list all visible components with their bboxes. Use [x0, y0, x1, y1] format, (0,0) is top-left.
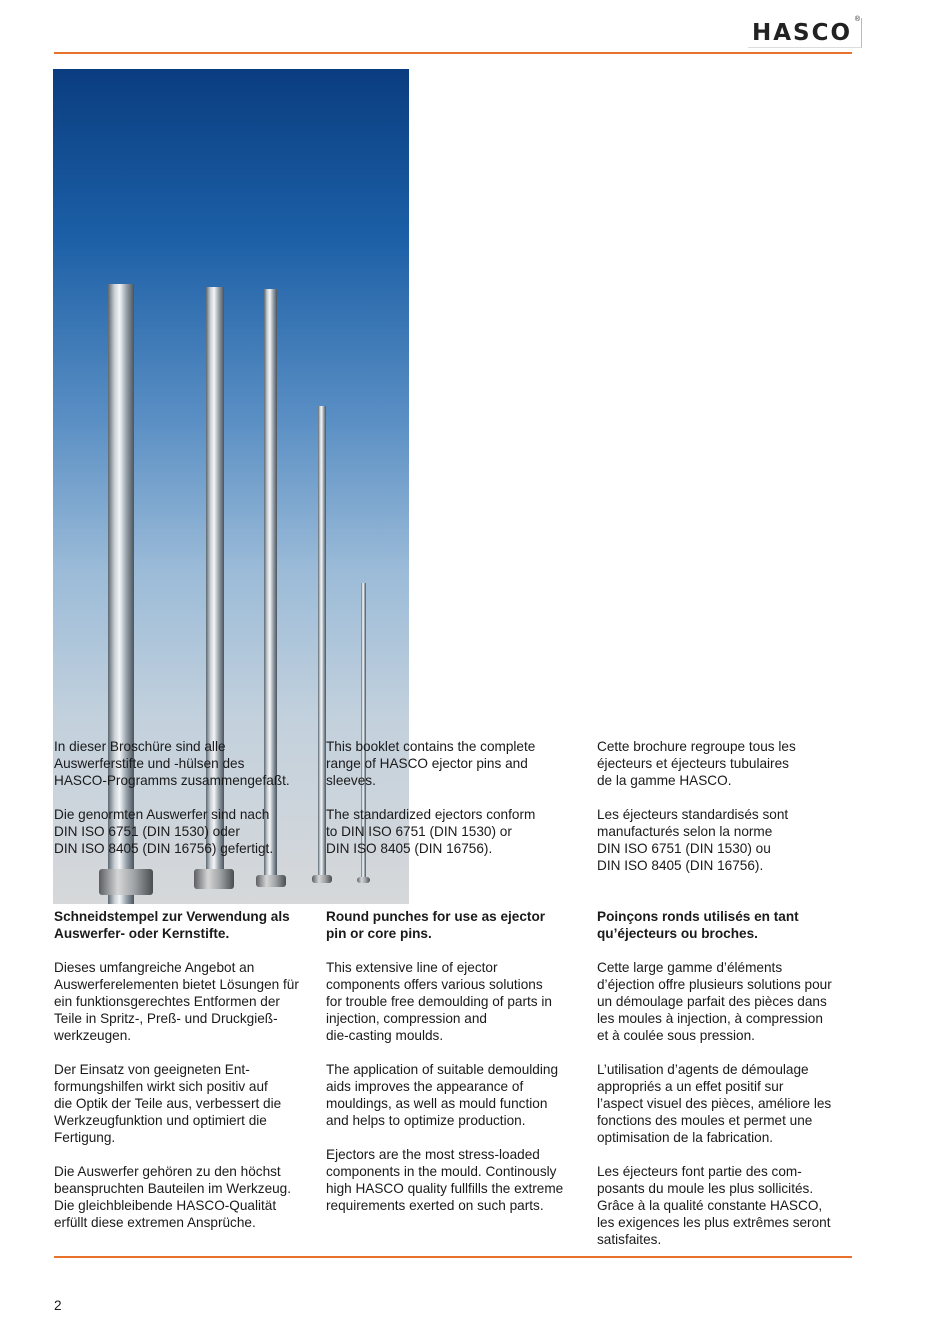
body-paragraph: Die Auswerfer gehören zu den höchst beanspruchten Bauteilen im Werkzeug. Die gleichbleibende HASCO-Qualität erfüllt diese extremen Ansprüche. — [54, 1164, 292, 1230]
page-number: 2 — [54, 1298, 62, 1313]
intro-french — [597, 738, 855, 891]
section-heading: Poinçons ronds utilisés en tant qu’éjecteurs ou broches. — [597, 909, 799, 941]
section-heading: Schneidstempel zur Verwendung als Auswerfer- oder Kernstifte. — [54, 909, 290, 941]
body-paragraph: The application of suitable demoulding aids improves the appearance of mouldings, as well as mould function and helps to optimize production. — [326, 1062, 559, 1128]
logo-text: HASCO — [752, 20, 853, 46]
intro-paragraph: Cette brochure regroupe tous les éjecteurs et éjecteurs tubulaires de la gamme HASCO. — [597, 739, 796, 788]
body-paragraph: Der Einsatz von geeigneten Ent- formungshilfen wirkt sich positiv auf die Optik der Teile aus, verbessert die Werkzeugfunktion und optimiert die Fertigung. — [54, 1062, 282, 1145]
header-rule — [54, 52, 852, 54]
main-french — [597, 908, 855, 1265]
hasco-logo — [748, 18, 864, 50]
intro-german — [54, 738, 312, 874]
body-paragraph: Cette large gamme d’éléments d’éjection offre plusieurs solutions pour un démoulage parfait des pièces dans les moules à injection, à compression et à coulée sous pression. — [597, 960, 832, 1043]
section-heading: Round punches for use as ejector pin or core pins. — [326, 909, 546, 941]
body-paragraph: This extensive line of ejector components offers various solutions for trouble free demoulding of parts in injection, compression and die-casting moulds. — [326, 960, 552, 1043]
footer-rule — [54, 1256, 852, 1258]
main-english — [326, 908, 584, 1231]
body-paragraph: Dieses umfangreiche Angebot an Auswerferelementen bietet Lösungen für ein funktionsgerechtes Entformen der Teile in Spritz-, Preß- und Druckgieß- werkzeugen. — [54, 960, 299, 1043]
intro-paragraph: In dieser Broschüre sind alle Auswerferstifte und -hülsen des HASCO-Programms zusammengefaßt. — [54, 739, 290, 788]
registered-mark: ® — [854, 16, 860, 23]
main-german — [54, 908, 312, 1248]
intro-paragraph: The standardized ejectors conform to DIN ISO 6751 (DIN 1530) or DIN ISO 8405 (DIN 16756). — [326, 807, 536, 856]
intro-paragraph: Die genormten Auswerfer sind nach DIN ISO 6751 (DIN 1530) oder DIN ISO 8405 (DIN 16756) gefertigt. — [54, 807, 274, 856]
intro-paragraph: Les éjecteurs standardisés sont manufacturés selon la norme DIN ISO 6751 (DIN 1530) ou DIN ISO 8405 (DIN 16756). — [597, 807, 789, 873]
body-paragraph: Ejectors are the most stress-loaded components in the mould. Continously high HASCO quality fullfills the extreme requirements exerted on such parts. — [326, 1147, 564, 1213]
intro-paragraph: This booklet contains the complete range of HASCO ejector pins and sleeves. — [326, 739, 536, 788]
body-paragraph: L’utilisation d’agents de démoulage appropriés a un effet positif sur l’aspect visuel des pièces, améliore les fonctions des moules et permet une optimisation de la fabrication. — [597, 1062, 832, 1145]
body-paragraph: Les éjecteurs font partie des com- posants du moule les plus sollicités. Grâce à la qualité constante HASCO, les exigences les plus extrêmes seront satisfaites. — [597, 1164, 831, 1247]
intro-english — [326, 738, 584, 874]
